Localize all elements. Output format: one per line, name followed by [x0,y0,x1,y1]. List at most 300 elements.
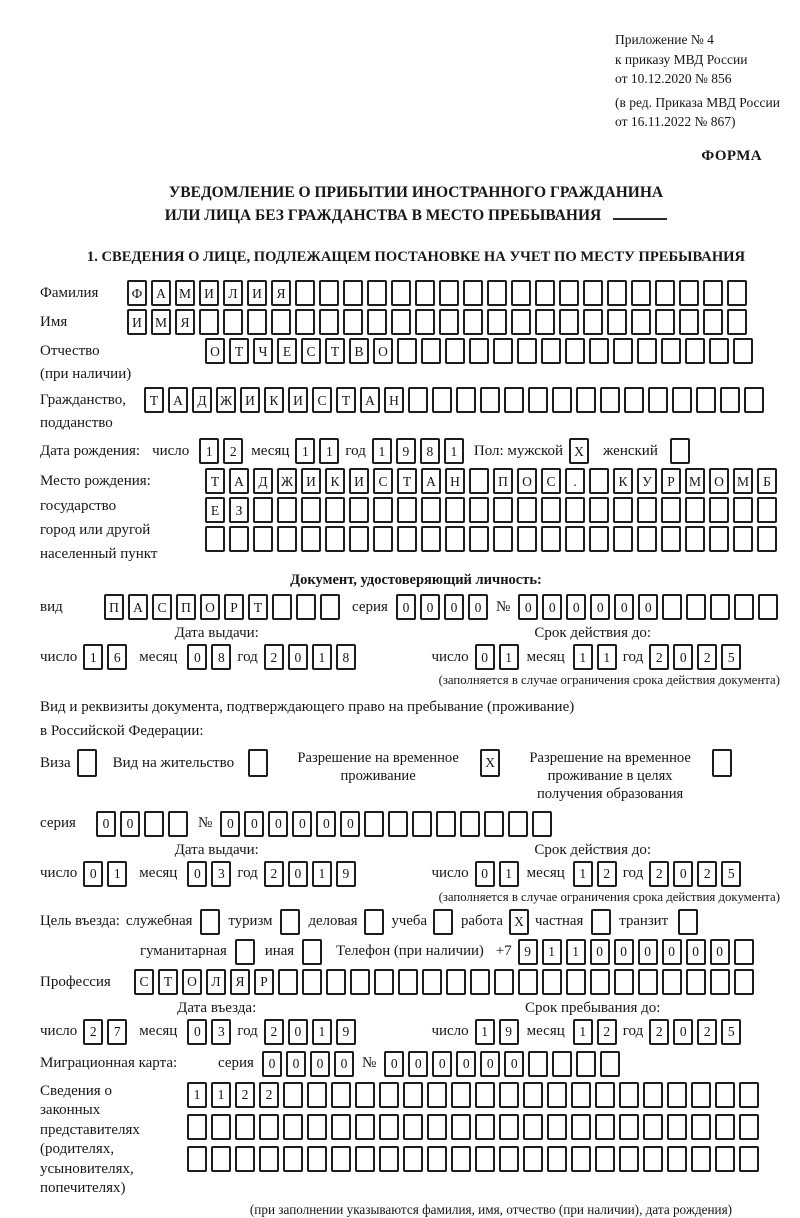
char-cell[interactable] [325,497,345,523]
char-cell[interactable] [696,387,716,413]
char-cell[interactable]: 0 [504,1051,524,1077]
char-cell[interactable] [691,1114,711,1140]
char-cell[interactable] [613,338,633,364]
char-cell[interactable]: 8 [211,644,231,670]
char-cell[interactable]: К [613,468,633,494]
char-cell[interactable] [343,309,363,335]
char-cell[interactable]: Е [205,497,225,523]
char-cell[interactable]: 2 [597,1019,617,1045]
char-cell[interactable] [528,1051,548,1077]
char-cell[interactable] [445,497,465,523]
char-cell[interactable]: К [264,387,284,413]
char-cell[interactable] [277,497,297,523]
char-cell[interactable] [535,309,555,335]
char-cell[interactable]: 1 [211,1082,231,1108]
char-cell[interactable] [734,939,754,965]
char-cell[interactable] [631,280,651,306]
char-cell[interactable]: 0 [292,811,312,837]
char-cell[interactable]: 2 [649,644,669,670]
char-cell[interactable] [235,1146,255,1172]
char-cell[interactable]: 1 [83,644,103,670]
char-cell[interactable] [379,1146,399,1172]
char-cell[interactable] [187,1146,207,1172]
char-cell[interactable]: 0 [480,1051,500,1077]
char-cell[interactable]: 1 [107,861,127,887]
char-cell[interactable] [541,338,561,364]
char-cell[interactable]: Ж [277,468,297,494]
char-cell[interactable] [583,309,603,335]
char-cell[interactable]: 0 [444,594,464,620]
char-cell[interactable]: С [373,468,393,494]
char-cell[interactable] [523,1114,543,1140]
char-cell[interactable] [637,497,657,523]
char-cell[interactable]: Е [277,338,297,364]
char-cell[interactable]: О [200,594,220,620]
char-cell[interactable] [648,387,668,413]
char-cell[interactable]: П [104,594,124,620]
char-cell[interactable]: Ж [216,387,236,413]
char-cell[interactable] [205,526,225,552]
char-cell[interactable] [679,309,699,335]
char-cell[interactable] [552,1051,572,1077]
char-cell[interactable]: 1 [372,438,392,464]
char-cell[interactable]: 0 [262,1051,282,1077]
char-cell[interactable]: 0 [673,1019,693,1045]
char-cell[interactable]: 0 [83,861,103,887]
char-cell[interactable]: 0 [288,861,308,887]
char-cell[interactable]: О [182,969,202,995]
char-cell[interactable] [355,1114,375,1140]
char-cell[interactable] [744,387,764,413]
char-cell[interactable]: С [301,338,321,364]
char-cell[interactable]: Н [445,468,465,494]
char-cell[interactable]: М [733,468,753,494]
char-cell[interactable]: В [349,338,369,364]
char-cell[interactable]: 0 [384,1051,404,1077]
char-cell[interactable] [295,280,315,306]
char-cell[interactable] [379,1082,399,1108]
char-cell[interactable] [301,526,321,552]
char-cell[interactable] [590,969,610,995]
char-cell[interactable] [619,1114,639,1140]
char-cell[interactable] [295,309,315,335]
char-cell[interactable]: М [151,309,171,335]
char-cell[interactable]: 2 [264,1019,284,1045]
char-cell[interactable]: 1 [566,939,586,965]
char-cell[interactable]: Т [229,338,249,364]
char-cell[interactable]: 0 [420,594,440,620]
char-cell[interactable] [283,1082,303,1108]
char-cell[interactable] [144,811,164,837]
char-cell[interactable]: Д [192,387,212,413]
char-cell[interactable]: С [541,468,561,494]
purpose-other-checkbox[interactable] [302,939,322,965]
char-cell[interactable] [319,280,339,306]
char-cell[interactable] [307,1146,327,1172]
char-cell[interactable] [403,1082,423,1108]
char-cell[interactable]: Т [205,468,225,494]
char-cell[interactable] [397,338,417,364]
char-cell[interactable] [364,811,384,837]
char-cell[interactable]: 0 [614,594,634,620]
char-cell[interactable] [427,1114,447,1140]
char-cell[interactable] [439,309,459,335]
char-cell[interactable] [436,811,456,837]
char-cell[interactable]: 1 [573,861,593,887]
char-cell[interactable]: А [151,280,171,306]
char-cell[interactable] [331,1146,351,1172]
purpose-study-checkbox[interactable] [433,909,453,935]
char-cell[interactable] [388,811,408,837]
char-cell[interactable] [571,1146,591,1172]
char-cell[interactable]: С [152,594,172,620]
char-cell[interactable]: А [229,468,249,494]
char-cell[interactable] [734,594,754,620]
char-cell[interactable] [427,1082,447,1108]
char-cell[interactable]: 0 [187,1019,207,1045]
char-cell[interactable] [391,280,411,306]
char-cell[interactable] [421,338,441,364]
char-cell[interactable]: 0 [566,594,586,620]
char-cell[interactable] [432,387,452,413]
char-cell[interactable] [253,526,273,552]
char-cell[interactable] [412,811,432,837]
char-cell[interactable] [487,280,507,306]
char-cell[interactable]: 0 [590,594,610,620]
char-cell[interactable]: 0 [686,939,706,965]
char-cell[interactable]: 2 [235,1082,255,1108]
char-cell[interactable] [715,1146,735,1172]
char-cell[interactable] [296,594,316,620]
char-cell[interactable]: К [325,468,345,494]
char-cell[interactable]: 2 [83,1019,103,1045]
char-cell[interactable]: 0 [673,861,693,887]
char-cell[interactable]: Т [397,468,417,494]
char-cell[interactable]: 0 [456,1051,476,1077]
char-cell[interactable]: А [360,387,380,413]
char-cell[interactable]: 2 [223,438,243,464]
char-cell[interactable]: 1 [312,644,332,670]
char-cell[interactable]: И [240,387,260,413]
char-cell[interactable] [667,1082,687,1108]
char-cell[interactable]: 0 [710,939,730,965]
char-cell[interactable] [494,969,514,995]
char-cell[interactable]: П [493,468,513,494]
char-cell[interactable]: 0 [432,1051,452,1077]
char-cell[interactable] [566,969,586,995]
char-cell[interactable] [475,1114,495,1140]
char-cell[interactable] [589,468,609,494]
char-cell[interactable] [709,338,729,364]
char-cell[interactable] [703,280,723,306]
char-cell[interactable] [283,1146,303,1172]
char-cell[interactable] [493,338,513,364]
char-cell[interactable] [624,387,644,413]
char-cell[interactable] [565,497,585,523]
char-cell[interactable] [451,1082,471,1108]
char-cell[interactable]: 0 [96,811,116,837]
char-cell[interactable] [542,969,562,995]
char-cell[interactable] [168,811,188,837]
char-cell[interactable] [469,338,489,364]
char-cell[interactable]: Л [223,280,243,306]
char-cell[interactable]: С [134,969,154,995]
char-cell[interactable] [187,1114,207,1140]
char-cell[interactable] [511,309,531,335]
char-cell[interactable]: 0 [614,939,634,965]
char-cell[interactable] [727,280,747,306]
char-cell[interactable] [349,526,369,552]
char-cell[interactable]: Т [336,387,356,413]
char-cell[interactable] [614,969,634,995]
temp-residence-edu-checkbox[interactable] [712,749,732,777]
char-cell[interactable] [373,526,393,552]
char-cell[interactable] [259,1146,279,1172]
char-cell[interactable]: О [709,468,729,494]
char-cell[interactable] [662,969,682,995]
char-cell[interactable] [326,969,346,995]
char-cell[interactable]: 5 [721,861,741,887]
char-cell[interactable] [727,309,747,335]
char-cell[interactable]: 1 [597,644,617,670]
char-cell[interactable]: Ч [253,338,273,364]
char-cell[interactable]: З [229,497,249,523]
char-cell[interactable] [499,1114,519,1140]
char-cell[interactable] [511,280,531,306]
char-cell[interactable] [398,969,418,995]
char-cell[interactable]: 0 [590,939,610,965]
char-cell[interactable] [637,338,657,364]
char-cell[interactable] [523,1146,543,1172]
char-cell[interactable] [421,497,441,523]
char-cell[interactable] [613,497,633,523]
char-cell[interactable] [349,497,369,523]
char-cell[interactable] [415,309,435,335]
char-cell[interactable]: 1 [319,438,339,464]
char-cell[interactable]: У [637,468,657,494]
char-cell[interactable]: И [247,280,267,306]
char-cell[interactable] [709,497,729,523]
char-cell[interactable]: 0 [638,594,658,620]
char-cell[interactable]: О [517,468,537,494]
char-cell[interactable]: 0 [286,1051,306,1077]
char-cell[interactable] [655,309,675,335]
char-cell[interactable] [427,1146,447,1172]
char-cell[interactable] [643,1146,663,1172]
char-cell[interactable] [559,280,579,306]
char-cell[interactable]: 2 [649,1019,669,1045]
char-cell[interactable] [739,1114,759,1140]
char-cell[interactable] [283,1114,303,1140]
char-cell[interactable] [391,309,411,335]
char-cell[interactable]: 1 [573,1019,593,1045]
char-cell[interactable] [686,594,706,620]
purpose-humanitarian-checkbox[interactable] [235,939,255,965]
char-cell[interactable]: И [288,387,308,413]
char-cell[interactable]: 0 [638,939,658,965]
char-cell[interactable]: И [199,280,219,306]
char-cell[interactable]: 1 [499,861,519,887]
char-cell[interactable] [720,387,740,413]
char-cell[interactable]: М [685,468,705,494]
char-cell[interactable]: Б [757,468,777,494]
char-cell[interactable] [343,280,363,306]
char-cell[interactable]: 0 [468,594,488,620]
char-cell[interactable]: 0 [518,594,538,620]
char-cell[interactable]: И [301,468,321,494]
char-cell[interactable]: 1 [312,861,332,887]
char-cell[interactable] [397,526,417,552]
char-cell[interactable] [517,497,537,523]
char-cell[interactable] [532,811,552,837]
char-cell[interactable] [600,387,620,413]
char-cell[interactable] [685,497,705,523]
char-cell[interactable] [508,811,528,837]
char-cell[interactable]: 1 [187,1082,207,1108]
char-cell[interactable] [661,497,681,523]
char-cell[interactable] [661,526,681,552]
char-cell[interactable]: 0 [288,644,308,670]
char-cell[interactable] [547,1146,567,1172]
char-cell[interactable] [757,497,777,523]
char-cell[interactable] [451,1114,471,1140]
char-cell[interactable] [355,1146,375,1172]
char-cell[interactable]: 0 [310,1051,330,1077]
char-cell[interactable] [307,1082,327,1108]
residence-permit-checkbox[interactable] [248,749,268,777]
char-cell[interactable] [643,1082,663,1108]
char-cell[interactable]: 2 [597,861,617,887]
char-cell[interactable] [211,1146,231,1172]
char-cell[interactable] [277,526,297,552]
char-cell[interactable] [523,1082,543,1108]
char-cell[interactable]: 0 [268,811,288,837]
char-cell[interactable] [408,387,428,413]
char-cell[interactable]: 2 [264,644,284,670]
char-cell[interactable] [685,526,705,552]
char-cell[interactable] [733,526,753,552]
char-cell[interactable]: 5 [721,1019,741,1045]
char-cell[interactable] [374,969,394,995]
char-cell[interactable] [757,526,777,552]
char-cell[interactable]: Т [158,969,178,995]
char-cell[interactable] [576,387,596,413]
char-cell[interactable] [541,497,561,523]
char-cell[interactable]: 1 [573,644,593,670]
char-cell[interactable] [517,338,537,364]
char-cell[interactable]: 0 [120,811,140,837]
char-cell[interactable]: 0 [220,811,240,837]
char-cell[interactable] [331,1082,351,1108]
char-cell[interactable]: О [373,338,393,364]
char-cell[interactable] [703,309,723,335]
char-cell[interactable] [439,280,459,306]
char-cell[interactable]: 2 [697,861,717,887]
char-cell[interactable] [456,387,476,413]
char-cell[interactable]: 0 [673,644,693,670]
char-cell[interactable] [589,526,609,552]
char-cell[interactable] [607,309,627,335]
char-cell[interactable] [247,309,267,335]
char-cell[interactable] [421,526,441,552]
purpose-business-checkbox[interactable] [364,909,384,935]
char-cell[interactable] [667,1114,687,1140]
purpose-tourism-checkbox[interactable] [280,909,300,935]
char-cell[interactable]: Л [206,969,226,995]
char-cell[interactable] [415,280,435,306]
char-cell[interactable]: С [312,387,332,413]
char-cell[interactable] [397,497,417,523]
char-cell[interactable] [463,280,483,306]
char-cell[interactable] [583,280,603,306]
char-cell[interactable]: А [128,594,148,620]
char-cell[interactable] [493,497,513,523]
char-cell[interactable] [691,1146,711,1172]
char-cell[interactable]: О [205,338,225,364]
char-cell[interactable] [600,1051,620,1077]
char-cell[interactable] [565,526,585,552]
char-cell[interactable] [211,1114,231,1140]
char-cell[interactable] [710,594,730,620]
char-cell[interactable]: 0 [475,861,495,887]
char-cell[interactable]: 3 [211,861,231,887]
char-cell[interactable] [758,594,778,620]
char-cell[interactable]: Я [230,969,250,995]
char-cell[interactable] [319,309,339,335]
char-cell[interactable] [595,1082,615,1108]
char-cell[interactable]: 9 [336,861,356,887]
char-cell[interactable]: 1 [499,644,519,670]
char-cell[interactable]: П [176,594,196,620]
char-cell[interactable] [679,280,699,306]
char-cell[interactable]: Р [661,468,681,494]
char-cell[interactable]: Н [384,387,404,413]
char-cell[interactable] [253,497,273,523]
char-cell[interactable]: . [565,468,585,494]
char-cell[interactable] [199,309,219,335]
char-cell[interactable] [451,1146,471,1172]
char-cell[interactable] [350,969,370,995]
char-cell[interactable]: 0 [542,594,562,620]
char-cell[interactable] [565,338,585,364]
char-cell[interactable] [470,969,490,995]
char-cell[interactable]: 8 [336,644,356,670]
char-cell[interactable]: 6 [107,644,127,670]
char-cell[interactable] [643,1114,663,1140]
char-cell[interactable] [710,969,730,995]
char-cell[interactable] [307,1114,327,1140]
char-cell[interactable] [493,526,513,552]
char-cell[interactable] [278,969,298,995]
char-cell[interactable] [504,387,524,413]
char-cell[interactable]: 2 [649,861,669,887]
char-cell[interactable] [499,1146,519,1172]
char-cell[interactable] [739,1082,759,1108]
char-cell[interactable]: 0 [396,594,416,620]
char-cell[interactable] [571,1114,591,1140]
char-cell[interactable] [667,1146,687,1172]
char-cell[interactable] [734,969,754,995]
char-cell[interactable] [619,1082,639,1108]
char-cell[interactable] [541,526,561,552]
char-cell[interactable] [223,309,243,335]
char-cell[interactable] [691,1082,711,1108]
char-cell[interactable] [517,526,537,552]
char-cell[interactable] [686,969,706,995]
char-cell[interactable]: Р [254,969,274,995]
char-cell[interactable] [559,309,579,335]
char-cell[interactable] [302,969,322,995]
